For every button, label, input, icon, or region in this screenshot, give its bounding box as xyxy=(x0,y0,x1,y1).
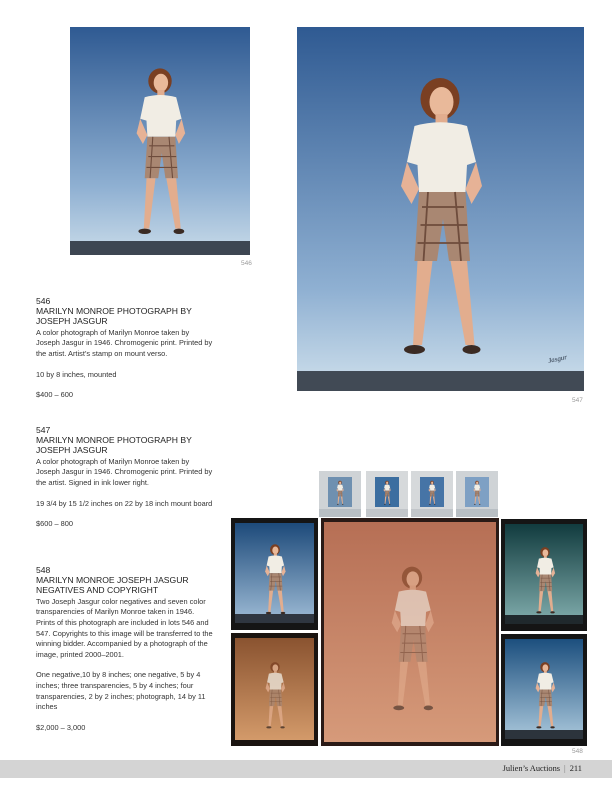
photo-lot-547 xyxy=(297,27,584,391)
negative-large xyxy=(321,518,499,746)
lot-548 xyxy=(36,565,214,733)
lot-estimate: $400 – 600 xyxy=(36,390,73,400)
photo-lot-546 xyxy=(70,27,250,255)
lot-number: 546 xyxy=(36,296,51,306)
caption-548: 548 xyxy=(572,748,583,755)
page-number: 211 xyxy=(569,764,582,773)
lot-title: MARILYN MONROE PHOTOGRAPH BY JOSEPH JASGUR xyxy=(36,435,192,456)
transparency-right-bottom xyxy=(501,634,587,746)
transparency-small-2 xyxy=(366,471,408,517)
lot-number: 548 xyxy=(36,565,51,575)
lot-estimate: $600 – 800 xyxy=(36,519,73,529)
photo-signature: Jasgur xyxy=(547,353,568,365)
lot-dimensions: 19 3/4 by 15 1/2 inches on 22 by 18 inch mount board xyxy=(36,498,213,508)
lot-estimate: $2,000 – 3,000 xyxy=(36,722,86,732)
footer-separator: | xyxy=(564,764,566,773)
footer-brand: Julien’s Auctions xyxy=(502,764,561,773)
caption-546: 546 xyxy=(241,260,252,267)
transparency-small-1 xyxy=(319,471,361,517)
transparency-small-4 xyxy=(456,471,498,517)
caption-547: 547 xyxy=(572,397,583,404)
lot-dimensions: 10 by 8 inches, mounted xyxy=(36,369,117,379)
lot-547 xyxy=(36,425,214,530)
lot-title: MARILYN MONROE PHOTOGRAPH BY JOSEPH JASGUR xyxy=(36,306,192,327)
lot-dimensions: One negative,10 by 8 inches; one negative, 5 by 4 inches; three transparencies, 5 by 4 inches; four transparencies, 2 by 2 inches; photograph, 14 by 11 inches xyxy=(36,670,206,712)
transparency-small-3 xyxy=(411,471,453,517)
footer-bar xyxy=(0,760,612,778)
lot-546 xyxy=(36,296,214,401)
lot-description: A color photograph of Marilyn Monroe taken by Joseph Jasgur in 1946. Chromogenic print. Printed by the artist. Artist’s stamp on mount verso. xyxy=(36,327,213,358)
transparency-right-top xyxy=(501,519,587,631)
transparency-left-bottom xyxy=(231,633,318,746)
lot-number: 547 xyxy=(36,425,51,435)
transparency-left-top xyxy=(231,518,318,630)
lot-description: A color photograph of Marilyn Monroe taken by Joseph Jasgur in 1946. Chromogenic print. Printed by the artist. Signed in ink lower right. xyxy=(36,456,213,487)
footer-text xyxy=(503,764,582,773)
lot-title: MARILYN MONROE JOSEPH JASGUR NEGATIVES AND COPYRIGHT xyxy=(36,575,189,596)
lot-description: Two Joseph Jasgur color negatives and seven color transparencies of Marilyn Monroe taken in 1946. Prints of this photograph are included in lots 546 and 547. Copyrights to this image will be transferred to the winning bidder. Accompanied by a photograph of the image, printed 2000–2001. xyxy=(36,596,213,659)
